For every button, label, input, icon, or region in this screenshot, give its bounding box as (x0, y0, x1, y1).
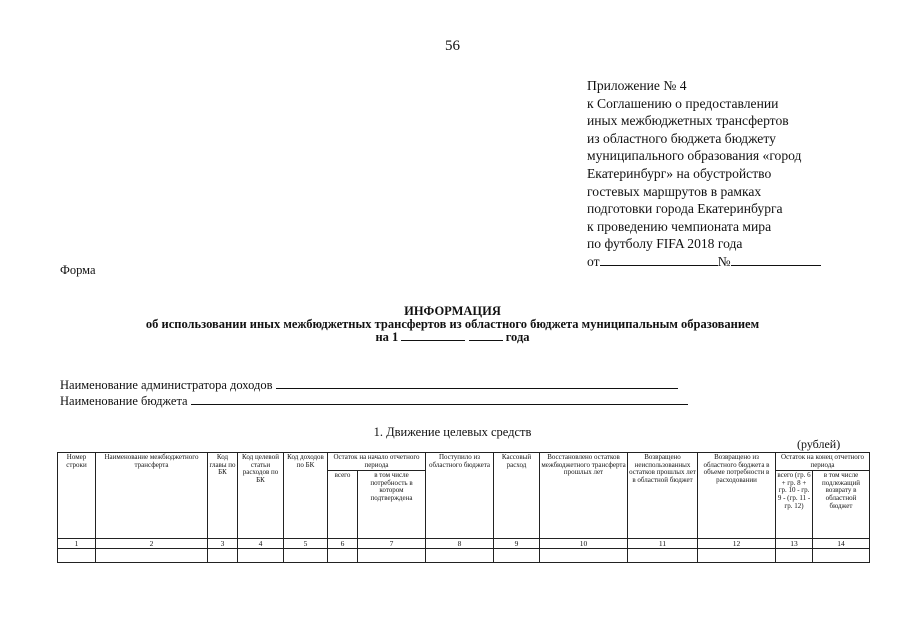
header-end-balance: Остаток на конец отчетного периода (776, 453, 870, 471)
column-number: 13 (776, 539, 813, 549)
header-income-code: Код доходов по БК (284, 453, 328, 539)
table-row (58, 549, 870, 563)
appendix-line: Приложение № 4 (587, 78, 687, 93)
appendix-line: муниципального образования «город (587, 148, 802, 164)
column-number: 7 (358, 539, 426, 549)
appendix-line: по футболу FIFA 2018 года (587, 236, 743, 252)
number-blank (731, 255, 821, 266)
column-number: 3 (208, 539, 238, 549)
header-received: Поступило из областного бюджета (426, 453, 494, 539)
header-returned-unused: Возвращено неиспользованных остатков прошлых лет в областной бюджет (628, 453, 698, 539)
appendix-line: иных межбюджетных трансфертов (587, 113, 789, 129)
column-number: 1 (58, 539, 96, 549)
header-start-total: всего (328, 471, 358, 539)
admin-label: Наименование администратора доходов (60, 378, 273, 392)
column-number: 8 (426, 539, 494, 549)
header-start-balance: Остаток на начало отчетного периода (328, 453, 426, 471)
title-date-suffix: года (505, 330, 530, 344)
appendix-header (587, 77, 821, 271)
appendix-line: подготовки города Екатеринбурга (587, 201, 783, 217)
header-chapter-code: Код главы по БК (208, 453, 238, 539)
target-funds-table (57, 452, 870, 563)
budget-field (60, 394, 688, 409)
page-number: 56 (445, 38, 460, 54)
header-expense-code: Код целевой статьи расходов по БК (238, 453, 284, 539)
column-number: 9 (494, 539, 540, 549)
admin-field (60, 378, 678, 393)
appendix-line: к проведению чемпионата мира (587, 218, 772, 234)
header-cash-expense: Кассовый расход (494, 453, 540, 539)
header-start-confirmed: в том числе потребность в котором подтверждена (358, 471, 426, 539)
header-transfer-name: Наименование межбюджетного трансферта (96, 453, 208, 539)
appendix-date-number-line (587, 253, 821, 271)
appendix-line: к Соглашению о предоставлении (587, 95, 779, 111)
admin-blank (276, 378, 678, 389)
column-number: 4 (238, 539, 284, 549)
appendix-line: Екатеринбург» на обустройство (587, 165, 772, 181)
column-number: 10 (540, 539, 628, 549)
section-title: 1. Движение целевых средств (373, 425, 532, 439)
appendix-line: гостевых маршрутов в рамках (587, 183, 762, 199)
header-end-total: всего (гр. 6 + гр. 8 + гр. 10 - гр. 9 - (гр. 11 - гр. 12) (776, 471, 813, 539)
appendix-line: из областного бюджета бюджету (587, 130, 776, 146)
header-restored: Восстановлено остатков межбюджетного трансферта прошлых лет (540, 453, 628, 539)
form-label: Форма (60, 263, 96, 277)
header-row-number: Номер строки (58, 453, 96, 539)
number-label: № (717, 253, 731, 269)
date-year-blank (469, 331, 503, 341)
budget-blank (191, 394, 688, 405)
column-number: 12 (698, 539, 776, 549)
column-number: 11 (628, 539, 698, 549)
units-label: (рублей) (797, 437, 841, 451)
title-line-2: об использовании иных межбюджетных трансфертов из областного бюджета муниципальным образованием (145, 317, 760, 331)
title-line-3 (0, 331, 905, 344)
column-number: 5 (284, 539, 328, 549)
title-line-1: ИНФОРМАЦИЯ (404, 304, 501, 318)
column-number: 2 (96, 539, 208, 549)
header-returned-needed: Возвращено из областного бюджета в объеме потребности в расходовании (698, 453, 776, 539)
column-number: 6 (328, 539, 358, 549)
header-end-refund: в том числе подлежащий возврату в областной бюджет (813, 471, 870, 539)
document-title (0, 305, 905, 344)
date-day-blank (401, 331, 465, 341)
from-label: от (587, 253, 600, 269)
date-blank (600, 255, 718, 266)
title-date-prefix: на 1 (375, 330, 399, 344)
column-number: 14 (813, 539, 870, 549)
budget-label: Наименование бюджета (60, 394, 188, 408)
